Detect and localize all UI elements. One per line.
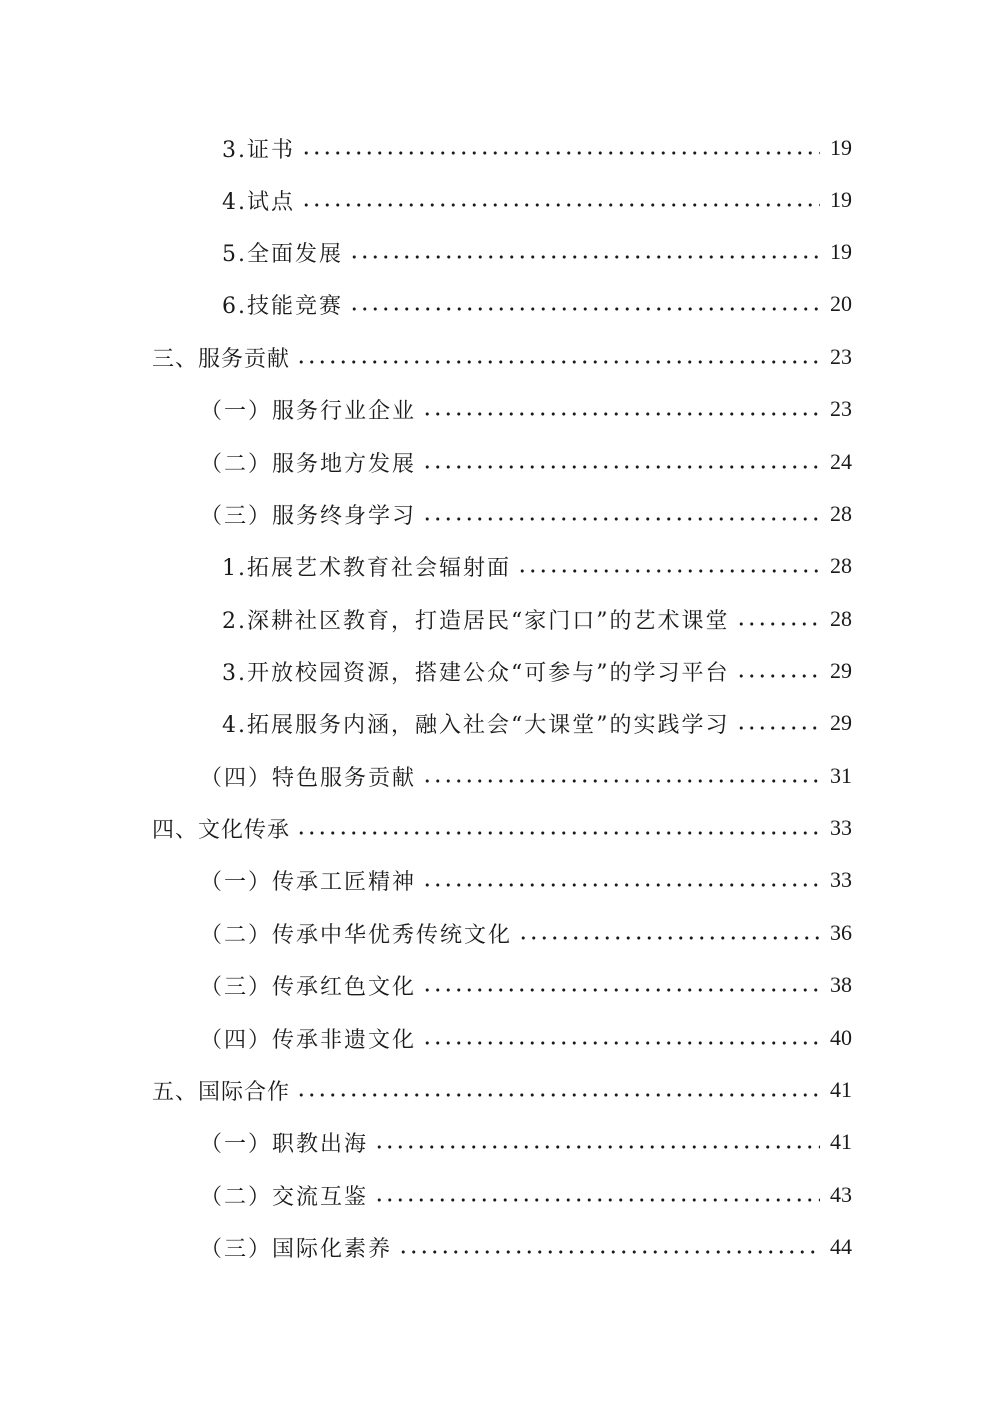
toc-section-title: （三）传承红色文化 <box>200 974 417 1000</box>
toc-leader-dots <box>422 517 820 521</box>
toc-entry[interactable] <box>222 703 852 743</box>
toc-leader-dots <box>422 412 820 416</box>
toc-section-title: （三）国际化素养 <box>200 1236 393 1262</box>
toc-entry-page: 24 <box>830 449 852 474</box>
toc-entry-page: 41 <box>830 1077 852 1102</box>
toc-entry-page: 41 <box>830 1129 852 1154</box>
toc-section[interactable] <box>200 1227 852 1267</box>
toc-entry[interactable] <box>222 651 852 691</box>
toc-section[interactable] <box>200 1018 852 1058</box>
toc-section[interactable] <box>200 965 852 1005</box>
toc-leader-dots <box>374 1145 820 1149</box>
toc-section[interactable] <box>200 442 852 482</box>
toc-leader-dots <box>518 936 820 940</box>
toc-leader-dots <box>374 1198 820 1202</box>
toc-section-title: （二）交流互鉴 <box>200 1184 369 1210</box>
toc-leader-dots <box>296 831 820 835</box>
toc-leader-dots <box>398 1250 820 1254</box>
toc-section[interactable] <box>200 756 852 796</box>
toc-section-title: （四）特色服务贡献 <box>200 765 417 791</box>
toc-entry-page: 31 <box>830 763 852 788</box>
toc-entry-title: 6.技能竞赛 <box>222 293 343 319</box>
toc-leader-dots <box>422 1041 820 1045</box>
toc-section[interactable] <box>200 1175 852 1215</box>
toc-leader-dots <box>301 151 820 155</box>
toc-chapter-title: 五、国际合作 <box>152 1079 291 1105</box>
toc-entry-page: 29 <box>830 658 852 683</box>
toc-entry-page: 36 <box>830 920 852 945</box>
toc-leader-dots <box>301 203 820 207</box>
toc-entry-title: 2.深耕社区教育，打造居民“家门口”的艺术课堂 <box>222 608 730 634</box>
toc-entry-page: 23 <box>830 396 852 421</box>
toc-leader-dots <box>422 779 820 783</box>
toc-leader-dots <box>736 726 821 730</box>
toc-section-title: （二）服务地方发展 <box>200 451 417 477</box>
toc-section-title: （三）服务终身学习 <box>200 503 417 529</box>
toc-entry-page: 20 <box>830 291 852 316</box>
toc-chapter-title: 四、文化传承 <box>152 817 291 843</box>
toc-entry-title: 4.试点 <box>222 189 295 215</box>
toc-section[interactable] <box>200 1122 852 1162</box>
toc-entry-page: 19 <box>830 187 852 212</box>
toc-leader-dots <box>296 360 820 364</box>
toc-entry-title: 5.全面发展 <box>222 241 343 267</box>
toc-section[interactable] <box>200 389 852 429</box>
toc-leader-dots <box>422 988 820 992</box>
toc-entry-title: 3.证书 <box>222 137 295 163</box>
toc-entry-page: 33 <box>830 867 852 892</box>
toc-entry[interactable] <box>222 128 852 168</box>
toc-entry-page: 28 <box>830 553 852 578</box>
toc-leader-dots <box>349 307 820 311</box>
toc-entry-page: 28 <box>830 606 852 631</box>
toc-entry-title: 1.拓展艺术教育社会辐射面 <box>222 555 511 581</box>
toc-chapter[interactable] <box>152 808 852 848</box>
toc-entry-page: 19 <box>830 135 852 160</box>
toc-entry-page: 23 <box>830 344 852 369</box>
toc-entry-page: 28 <box>830 501 852 526</box>
toc-entry[interactable] <box>222 284 852 324</box>
toc-entry[interactable] <box>222 546 852 586</box>
toc-section-title: （四）传承非遗文化 <box>200 1027 417 1053</box>
toc-leader-dots <box>422 465 820 469</box>
toc-section[interactable] <box>200 494 852 534</box>
toc-entry-title: 3.开放校园资源，搭建公众“可参与”的学习平台 <box>222 660 730 686</box>
toc-chapter-title: 三、服务贡献 <box>152 346 291 372</box>
toc-leader-dots <box>736 674 821 678</box>
toc-section-title: （一）传承工匠精神 <box>200 869 417 895</box>
toc-leader-dots <box>349 255 820 259</box>
toc-entry-page: 40 <box>830 1025 852 1050</box>
toc-leader-dots <box>736 622 821 626</box>
toc-leader-dots <box>296 1093 820 1097</box>
toc-entry-title: 4.拓展服务内涵，融入社会“大课堂”的实践学习 <box>222 712 730 738</box>
toc-section-title: （一）服务行业企业 <box>200 398 417 424</box>
toc-chapter[interactable] <box>152 1070 852 1110</box>
toc-leader-dots <box>517 569 820 573</box>
toc-entry-page: 38 <box>830 972 852 997</box>
toc-entry-page: 29 <box>830 710 852 735</box>
toc-section[interactable] <box>200 913 852 953</box>
toc-entry[interactable] <box>222 232 852 272</box>
toc-section-title: （二）传承中华优秀传统文化 <box>200 922 513 948</box>
toc-leader-dots <box>422 883 820 887</box>
toc-entry-page: 33 <box>830 815 852 840</box>
toc-entry[interactable] <box>222 180 852 220</box>
toc-section-title: （一）职教出海 <box>200 1131 369 1157</box>
toc-entry-page: 19 <box>830 239 852 264</box>
toc-chapter[interactable] <box>152 337 852 377</box>
toc-entry[interactable] <box>222 599 852 639</box>
toc-section[interactable] <box>200 860 852 900</box>
toc-entry-page: 43 <box>830 1182 852 1207</box>
toc-entry-page: 44 <box>830 1234 852 1259</box>
